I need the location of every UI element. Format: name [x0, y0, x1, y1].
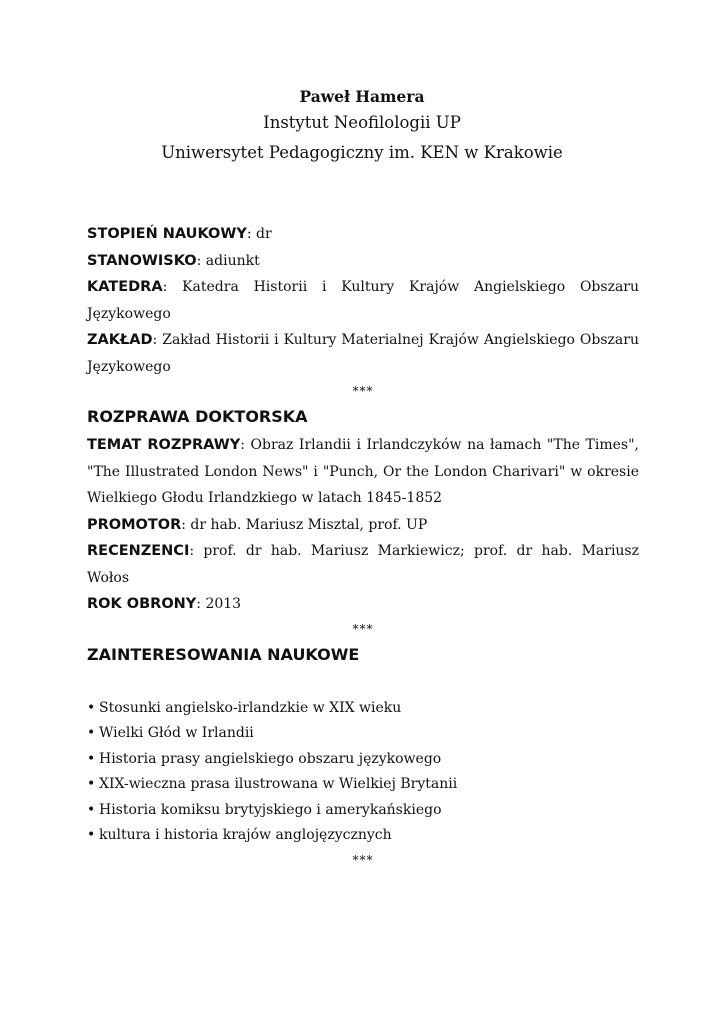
promoter-label: PROMOTOR — [87, 516, 182, 533]
topic-value: : Obraz Irlandii i Irlandczyków na łamach "The Times", "The Illustrated London News" i "Punch, Or the London Charivari" w okresie Wielkiego Głodu Irlandzkiego w latach 1845-1852 — [87, 437, 640, 506]
separator-2: *** — [352, 621, 374, 636]
year-label: ROK OBRONY — [87, 596, 197, 612]
bullet-icon: • — [87, 776, 96, 792]
bullet-icon: • — [87, 699, 96, 716]
topic-row — [87, 432, 639, 512]
unit-row — [87, 327, 639, 380]
list-item — [87, 721, 639, 747]
interest-text: XIX-wieczna prasa ilustrowana w Wielkiej Brytanii — [99, 776, 458, 792]
bullet-icon: • — [87, 801, 96, 818]
topic-label: TEMAT ROZPRAWY — [87, 437, 241, 453]
reviewers-value: : prof. dr hab. Mariusz Markiewicz; prof. dr hab. Mariusz Wołos — [87, 543, 639, 586]
list-item — [87, 747, 639, 773]
profile-section — [87, 221, 639, 871]
dissertation-heading: ROZPRAWA DOKTORSKA — [87, 407, 308, 426]
department-value: : Katedra Historii i Kultury Krajów Angielskiego Obszaru Językowego — [87, 279, 639, 322]
list-item — [87, 696, 639, 722]
spacer — [87, 670, 639, 696]
reviewers-row — [87, 538, 639, 591]
bullet-icon: • — [87, 827, 96, 843]
list-item — [87, 798, 639, 824]
interest-text: Stosunki angielsko-irlandzkie w XIX wieku — [99, 699, 402, 716]
document-header — [0, 86, 724, 168]
bullet-icon: • — [87, 725, 96, 741]
degree-value: : dr — [246, 226, 272, 242]
list-item — [87, 823, 639, 849]
institute-name: Instytut Neofilologii UP — [263, 113, 461, 132]
interest-text: Wielki Głód w Irlandii — [99, 725, 254, 741]
degree-label: STOPIEŃ NAUKOWY — [87, 226, 247, 242]
interest-text: kultura i historia krajów anglojęzycznych — [99, 827, 392, 843]
degree-row — [87, 221, 639, 248]
year-row — [87, 591, 639, 618]
unit-label: ZAKŁAD — [87, 332, 153, 348]
interest-text: Historia prasy angielskiego obszaru językowego — [99, 750, 442, 767]
list-item — [87, 772, 639, 798]
author-name: Paweł Hamera — [299, 87, 425, 106]
year-value: : 2013 — [196, 596, 242, 612]
position-row — [87, 248, 639, 275]
department-label: KATEDRA — [87, 279, 163, 295]
interests-heading: ZAINTERESOWANIA NAUKOWE — [87, 644, 360, 664]
position-label: STANOWISKO — [87, 252, 197, 269]
separator-1: *** — [352, 384, 374, 398]
interests-list — [87, 696, 639, 849]
unit-value: : Zakład Historii i Kultury Materialnej Krajów Angielskiego Obszaru Językowego — [87, 332, 639, 375]
promoter-value: : dr hab. Mariusz Misztal, prof. UP — [181, 516, 428, 533]
position-value: : adiunkt — [196, 252, 260, 269]
interest-text: Historia komiksu brytyjskiego i amerykańskiego — [99, 801, 442, 818]
reviewers-label: RECENZENCI — [87, 543, 190, 559]
department-row — [87, 274, 639, 327]
university-name: Uniwersytet Pedagogiczny im. KEN w Krakowie — [161, 143, 563, 162]
promoter-row — [87, 512, 639, 539]
separator-3: *** — [352, 852, 374, 867]
bullet-icon: • — [87, 750, 96, 767]
